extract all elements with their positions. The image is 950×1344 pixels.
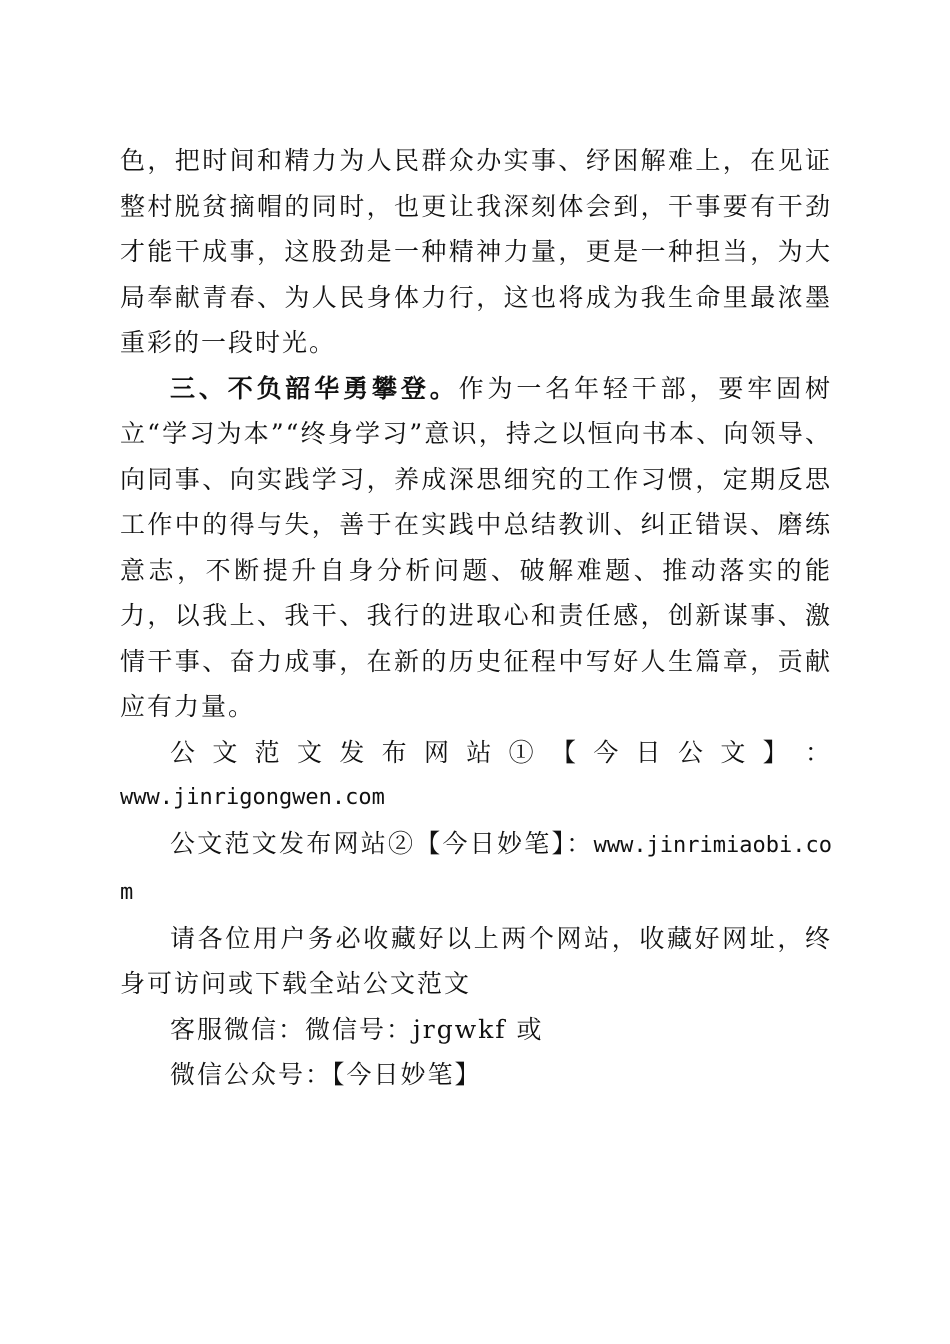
site-1-url: www.jinrigongwen.com <box>120 785 385 810</box>
wechat-public-text: 微信公众号：【今日妙笔】 <box>170 1060 482 1089</box>
wechat-service-line <box>120 1007 832 1053</box>
paragraph-2-text: 作为一名年轻干部，要牢固树立“学习为本”“终身学习”意识，持之以恒向书本、向领导、向同事、向实践学习，养成深思细究的工作习惯，定期反思工作中的得与失，善于在实践中总结教训、纠正错误、磨练意志，不断提升自身分析问题、破解难题、推动落实的能力，以我上、我干、我行的进取心和责任感，创新谋事、激情干事、奋力成事，在新的历史征程中写好人生篇章，贡献应有力量。 <box>120 373 832 721</box>
wechat-service-text: 客服微信：微信号：jrgwkf 或 <box>170 1014 544 1044</box>
bookmark-reminder <box>120 916 832 1007</box>
site-1-label: 公 文 范 文 发 布 网 站 ① 【 今 日 公 文 】 ： <box>170 737 832 767</box>
bookmark-reminder-text: 请各位用户务必收藏好以上两个网站，收藏好网址，终身可访问或下载全站公文范文 <box>120 923 832 998</box>
site-2-url: www.jinrimiaobi.com <box>120 832 832 905</box>
site-1-line <box>120 730 832 821</box>
document-page <box>120 138 832 1098</box>
body-paragraph-2 <box>120 366 832 730</box>
wechat-public-line <box>120 1052 832 1098</box>
site-2-line <box>120 821 832 916</box>
body-paragraph-1 <box>120 138 832 366</box>
site-2-label: 公文范文发布网站②【今日妙笔】： <box>170 828 594 858</box>
paragraph-1-text: 色，把时间和精力为人民群众办实事、纾困解难上，在见证整村脱贫摘帽的同时，也更让我深刻体会到，干事要有干劲才能干成事，这股劲是一种精神力量，更是一种担当，为大局奉献青春、为人民身体力行，这也将成为我生命里最浓墨重彩的一段时光。 <box>120 146 832 357</box>
section-heading-3: 三、不负韶华勇攀登。 <box>170 373 459 403</box>
